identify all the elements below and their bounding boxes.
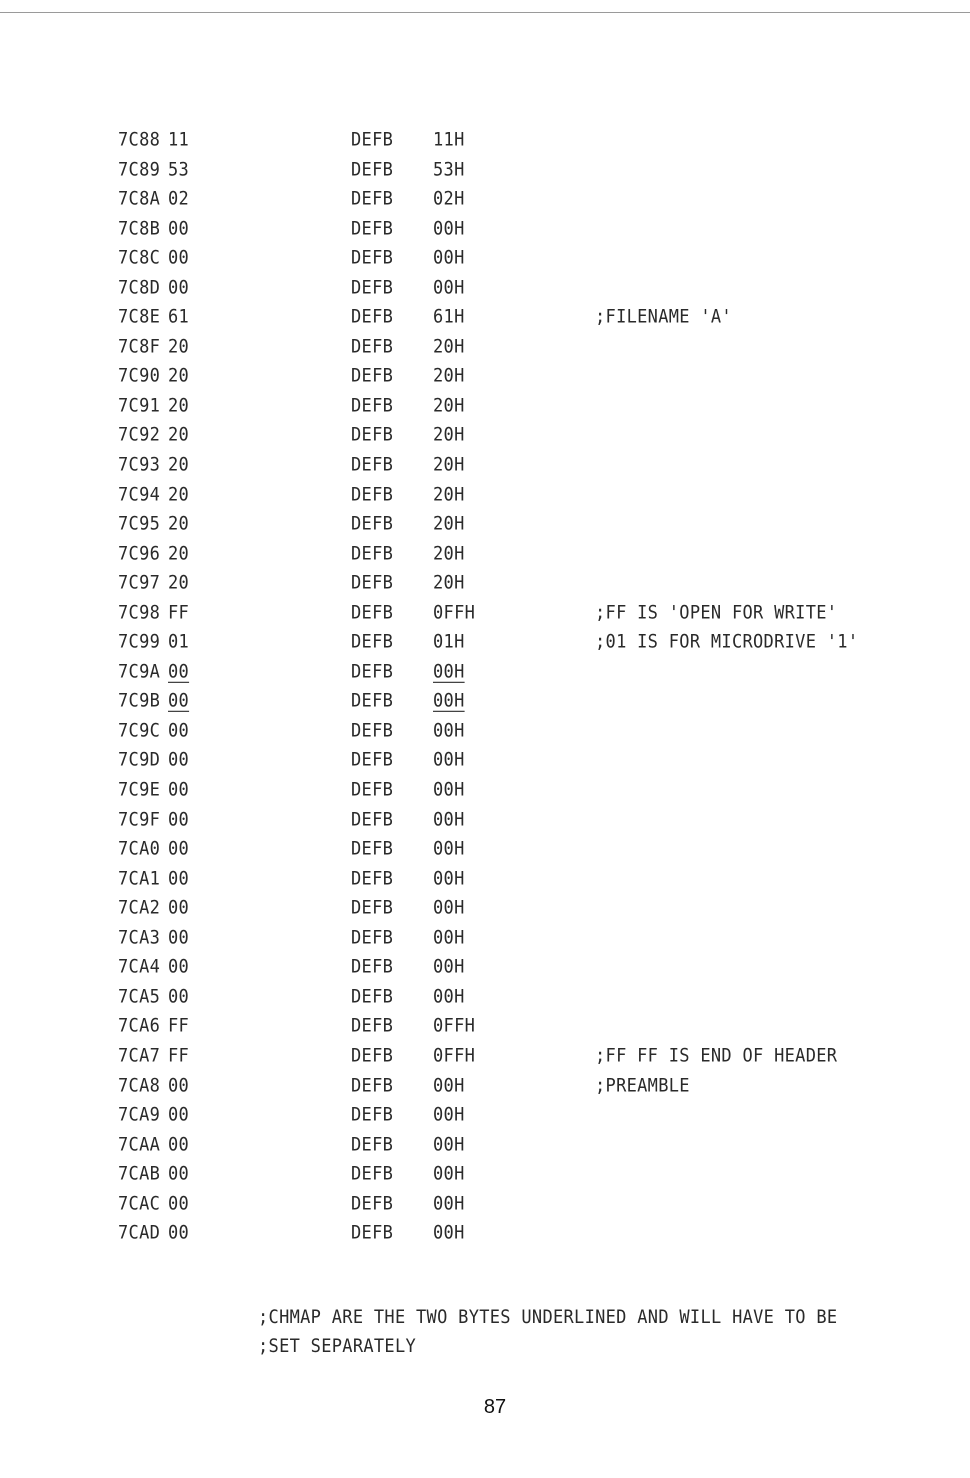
listing-row [0, 154, 970, 187]
address-cell: 7CA3 [118, 926, 161, 949]
byte-cell: 00 [168, 926, 190, 949]
value-cell: 20H [433, 571, 465, 595]
listing-row [0, 1158, 970, 1191]
listing-row [0, 242, 970, 275]
opcode-cell: DEFB [351, 335, 394, 358]
byte-cell: FF [168, 1044, 190, 1067]
listing-row [0, 981, 970, 1014]
byte-cell: 00 [168, 748, 190, 772]
address-cell: 7C91 [118, 394, 161, 417]
byte-cell: 00 [168, 1073, 190, 1097]
address-cell: 7CAB [118, 1162, 161, 1186]
value-cell: 0FFH [433, 601, 476, 624]
address-cell: 7C93 [118, 453, 161, 476]
opcode-cell: DEFB [351, 1221, 394, 1245]
value-cell: 00H [433, 689, 465, 713]
note-line-1: ;CHMAP ARE THE TWO BYTES UNDERLINED AND WILL HAVE TO BE [258, 1306, 838, 1329]
value-cell: 61H [433, 305, 465, 329]
address-cell: 7CA1 [118, 867, 161, 890]
byte-cell: 20 [168, 364, 190, 388]
value-cell: 00H [433, 896, 465, 920]
value-cell: 0FFH [433, 1014, 476, 1038]
opcode-cell: DEFB [351, 276, 394, 299]
address-cell: 7C9D [118, 748, 161, 772]
address-cell: 7C92 [118, 423, 161, 447]
address-cell: 7C94 [118, 483, 161, 506]
comment-cell: ;FF IS 'OPEN FOR WRITE' [595, 601, 838, 624]
listing-row [0, 626, 970, 659]
listing-row [0, 685, 970, 718]
value-cell: 00H [433, 1133, 465, 1156]
opcode-cell: DEFB [351, 187, 394, 210]
listing-row [0, 774, 970, 807]
listing-row [0, 213, 970, 246]
opcode-cell: DEFB [351, 689, 394, 713]
byte-cell: 20 [168, 423, 190, 447]
value-cell: 00H [433, 837, 465, 861]
opcode-cell: DEFB [351, 719, 394, 742]
value-cell: 00H [433, 1162, 465, 1186]
value-cell: 20H [433, 483, 465, 506]
address-cell: 7CAA [118, 1133, 161, 1156]
listing-row [0, 1188, 970, 1221]
listing-row [0, 597, 970, 630]
byte-cell: 00 [168, 689, 190, 713]
opcode-cell: DEFB [351, 1014, 394, 1038]
address-cell: 7C8C [118, 246, 161, 270]
value-cell: 00H [433, 778, 465, 801]
value-cell: 11H [433, 128, 465, 151]
opcode-cell: DEFB [351, 571, 394, 595]
byte-cell: 00 [168, 1103, 190, 1126]
value-cell: 00H [433, 660, 465, 683]
address-cell: 7C9B [118, 689, 161, 713]
opcode-cell: DEFB [351, 246, 394, 270]
listing-row [0, 508, 970, 541]
address-cell: 7C9A [118, 660, 161, 683]
value-cell: 00H [433, 1103, 465, 1126]
address-cell: 7C97 [118, 571, 161, 595]
address-cell: 7CA2 [118, 896, 161, 920]
opcode-cell: DEFB [351, 926, 394, 949]
opcode-cell: DEFB [351, 867, 394, 890]
opcode-cell: DEFB [351, 955, 394, 979]
byte-cell: 00 [168, 896, 190, 920]
byte-cell: 00 [168, 867, 190, 890]
listing-row [0, 449, 970, 482]
opcode-cell: DEFB [351, 128, 394, 151]
value-cell: 20H [433, 423, 465, 447]
byte-cell: 00 [168, 276, 190, 299]
address-cell: 7CAD [118, 1221, 161, 1245]
listing-row [0, 567, 970, 600]
listing-row [0, 951, 970, 984]
byte-cell: 20 [168, 394, 190, 417]
address-cell: 7C9E [118, 778, 161, 801]
address-cell: 7C9C [118, 719, 161, 742]
byte-cell: 00 [168, 1192, 190, 1215]
opcode-cell: DEFB [351, 1162, 394, 1186]
byte-cell: 00 [168, 837, 190, 861]
opcode-cell: DEFB [351, 305, 394, 329]
address-cell: 7C8D [118, 276, 161, 299]
listing-row [0, 301, 970, 334]
listing-row [0, 1129, 970, 1162]
byte-cell: 00 [168, 1221, 190, 1245]
opcode-cell: DEFB [351, 158, 394, 181]
byte-cell: FF [168, 1014, 190, 1038]
opcode-cell: DEFB [351, 1133, 394, 1156]
listing-row [0, 538, 970, 571]
address-cell: 7C8B [118, 217, 161, 240]
opcode-cell: DEFB [351, 1103, 394, 1126]
address-cell: 7CA5 [118, 985, 161, 1008]
comment-cell: ;FILENAME 'A' [595, 305, 732, 329]
value-cell: 53H [433, 158, 465, 181]
byte-cell: 20 [168, 571, 190, 595]
byte-cell: 00 [168, 985, 190, 1008]
listing-row [0, 419, 970, 452]
opcode-cell: DEFB [351, 1073, 394, 1097]
byte-cell: FF [168, 601, 190, 624]
opcode-cell: DEFB [351, 601, 394, 624]
opcode-cell: DEFB [351, 394, 394, 417]
byte-cell: 00 [168, 217, 190, 240]
byte-cell: 00 [168, 955, 190, 979]
value-cell: 00H [433, 276, 465, 299]
value-cell: 0FFH [433, 1044, 476, 1067]
note-line-2: ;SET SEPARATELY [258, 1335, 417, 1358]
address-cell: 7C99 [118, 630, 161, 654]
byte-cell: 20 [168, 483, 190, 506]
byte-cell: 00 [168, 1162, 190, 1186]
opcode-cell: DEFB [351, 453, 394, 476]
value-cell: 02H [433, 187, 465, 210]
listing-row [0, 479, 970, 512]
value-cell: 00H [433, 955, 465, 979]
listing-row [0, 331, 970, 364]
opcode-cell: DEFB [351, 808, 394, 831]
opcode-cell: DEFB [351, 1044, 394, 1067]
listing-row [0, 833, 970, 866]
byte-cell: 00 [168, 808, 190, 831]
address-cell: 7CA6 [118, 1014, 161, 1038]
address-cell: 7CAC [118, 1192, 161, 1215]
value-cell: 00H [433, 808, 465, 831]
value-cell: 01H [433, 630, 465, 654]
address-cell: 7C98 [118, 601, 161, 624]
address-cell: 7C89 [118, 158, 161, 181]
value-cell: 20H [433, 453, 465, 476]
byte-cell: 00 [168, 660, 190, 683]
byte-cell: 11 [168, 128, 190, 151]
value-cell: 20H [433, 542, 465, 565]
address-cell: 7C88 [118, 128, 161, 151]
byte-cell: 53 [168, 158, 190, 181]
opcode-cell: DEFB [351, 512, 394, 535]
assembly-listing [0, 124, 970, 1247]
opcode-cell: DEFB [351, 985, 394, 1008]
byte-cell: 20 [168, 335, 190, 358]
top-rule [0, 12, 970, 13]
byte-cell: 61 [168, 305, 190, 329]
opcode-cell: DEFB [351, 217, 394, 240]
comment-cell: ;FF FF IS END OF HEADER [595, 1044, 838, 1067]
address-cell: 7CA8 [118, 1073, 161, 1097]
address-cell: 7C8A [118, 187, 161, 210]
listing-row [0, 744, 970, 777]
value-cell: 00H [433, 926, 465, 949]
opcode-cell: DEFB [351, 778, 394, 801]
listing-row [0, 124, 970, 157]
address-cell: 7CA4 [118, 955, 161, 979]
value-cell: 00H [433, 1221, 465, 1245]
listing-row [0, 892, 970, 925]
byte-cell: 20 [168, 453, 190, 476]
listing-row [0, 1040, 970, 1073]
opcode-cell: DEFB [351, 364, 394, 388]
value-cell: 00H [433, 217, 465, 240]
value-cell: 00H [433, 985, 465, 1008]
listing-row [0, 272, 970, 305]
listing-row [0, 1099, 970, 1132]
byte-cell: 00 [168, 1133, 190, 1156]
listing-row [0, 922, 970, 955]
value-cell: 00H [433, 246, 465, 270]
value-cell: 00H [433, 1073, 465, 1097]
byte-cell: 00 [168, 719, 190, 742]
address-cell: 7CA7 [118, 1044, 161, 1067]
value-cell: 00H [433, 719, 465, 742]
listing-row [0, 863, 970, 896]
address-cell: 7C8E [118, 305, 161, 329]
value-cell: 00H [433, 867, 465, 890]
value-cell: 20H [433, 335, 465, 358]
opcode-cell: DEFB [351, 542, 394, 565]
comment-cell: ;01 IS FOR MICRODRIVE '1' [595, 630, 859, 654]
address-cell: 7CA9 [118, 1103, 161, 1126]
byte-cell: 20 [168, 512, 190, 535]
address-cell: 7C95 [118, 512, 161, 535]
opcode-cell: DEFB [351, 896, 394, 920]
page-number: 87 [483, 1396, 507, 1418]
opcode-cell: DEFB [351, 660, 394, 683]
opcode-cell: DEFB [351, 748, 394, 772]
address-cell: 7CA0 [118, 837, 161, 861]
value-cell: 00H [433, 748, 465, 772]
listing-row [0, 360, 970, 393]
value-cell: 20H [433, 364, 465, 388]
opcode-cell: DEFB [351, 483, 394, 506]
listing-row [0, 656, 970, 689]
value-cell: 20H [433, 394, 465, 417]
listing-row [0, 1070, 970, 1103]
opcode-cell: DEFB [351, 630, 394, 654]
listing-row [0, 183, 970, 216]
listing-row [0, 804, 970, 837]
value-cell: 20H [433, 512, 465, 535]
listing-row [0, 1217, 970, 1250]
byte-cell: 02 [168, 187, 190, 210]
byte-cell: 01 [168, 630, 190, 654]
comment-cell: ;PREAMBLE [595, 1073, 690, 1097]
listing-row [0, 1010, 970, 1043]
address-cell: 7C8F [118, 335, 161, 358]
address-cell: 7C9F [118, 808, 161, 831]
value-cell: 00H [433, 1192, 465, 1215]
address-cell: 7C96 [118, 542, 161, 565]
byte-cell: 00 [168, 778, 190, 801]
address-cell: 7C90 [118, 364, 161, 388]
byte-cell: 00 [168, 246, 190, 270]
byte-cell: 20 [168, 542, 190, 565]
opcode-cell: DEFB [351, 837, 394, 861]
opcode-cell: DEFB [351, 423, 394, 447]
opcode-cell: DEFB [351, 1192, 394, 1215]
